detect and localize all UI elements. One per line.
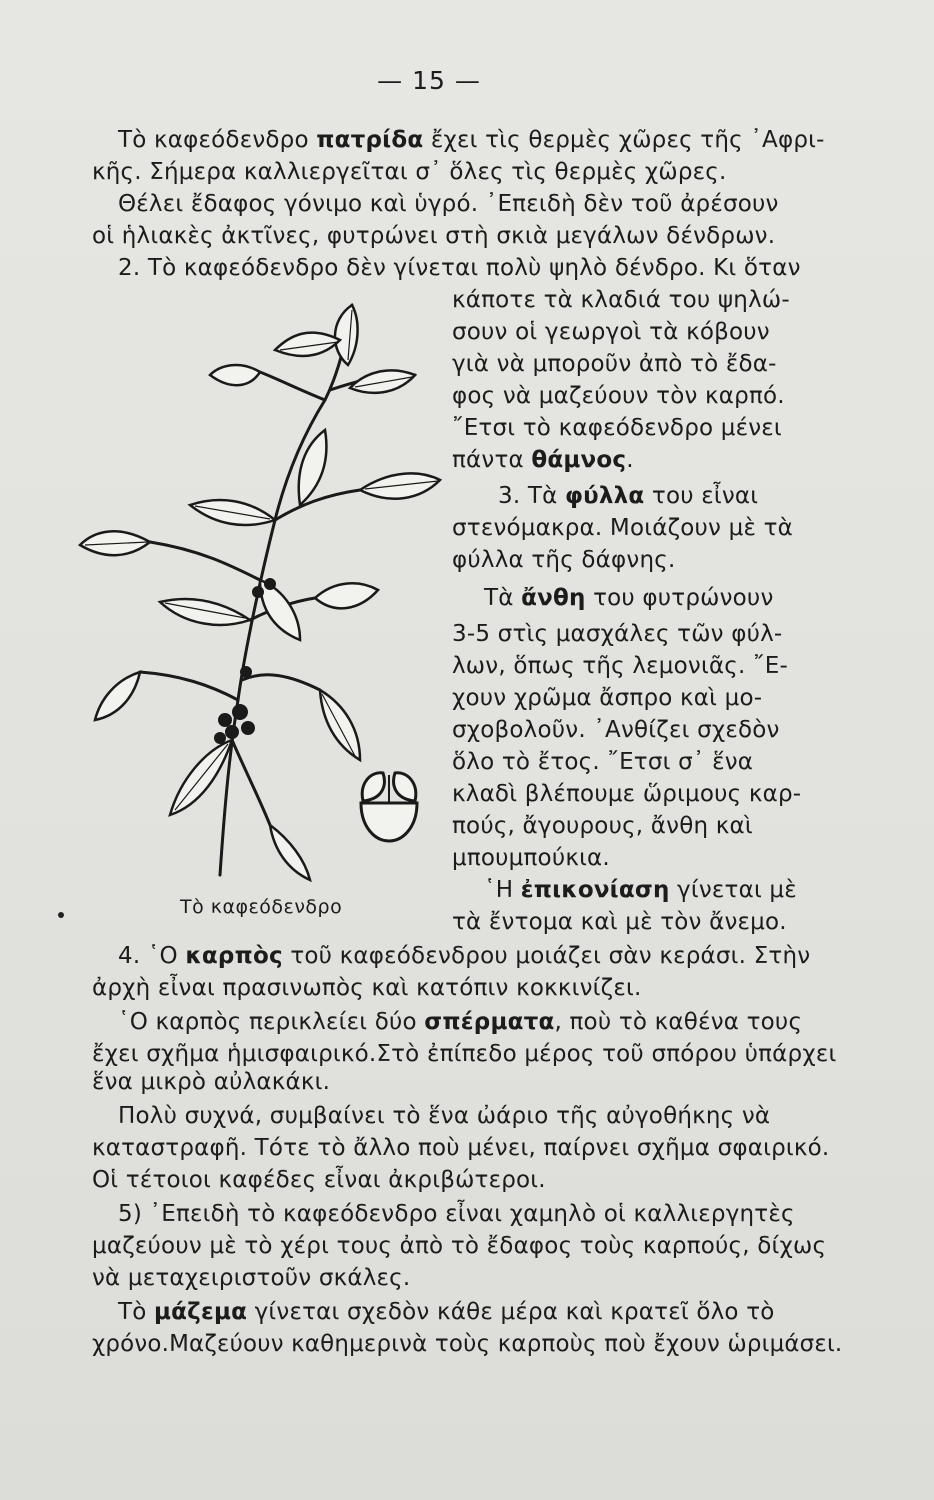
text-line: φύλλα τῆς δάφνης. (452, 547, 676, 573)
text-line: Θέλει ἔδαφος γόνιμο καὶ ὑγρό. ᾿Επειδὴ δὲν τοῦ ἀρέσουν (118, 191, 779, 217)
text-line: χρόνο.Μαζεύουν καθημερινὰ τοὺς καρποὺς ποὺ ἔχουν ὡριμάσει. (92, 1331, 843, 1357)
text-line: ὅλο τὸ ἔτος. ῎Ετσι σ᾿ ἕνα (452, 749, 754, 775)
text-line: γιὰ νὰ μποροῦν ἀπὸ τὸ ἔδα- (452, 351, 777, 377)
text-line: 5) ᾿Επειδὴ τὸ καφεόδενδρο εἶναι χαμηλὸ οἱ καλλιεργητὲς (118, 1201, 795, 1227)
text-line: 2. Τὸ καφεόδενδρο δὲν γίνεται πολὺ ψηλὸ δένδρο. Κι ὅταν (118, 255, 801, 281)
text-line: ῾Ο καρπὸς περικλείει δύο σπέρματα, ποὺ τὸ καθένα τους (118, 1009, 803, 1035)
text-line: λων, ὅπως τῆς λεμονιᾶς. ῎Ε- (452, 653, 788, 679)
text-line: σουν οἱ γεωργοὶ τὰ κόβουν (452, 319, 770, 345)
text-line: ἀρχὴ εἶναι πρασινωπὸς καὶ κατόπιν κοκκινίζει. (92, 975, 642, 1001)
coffee-seed-illustration (353, 765, 425, 845)
text-line: πούς, ἄγουρους, ἄνθη καὶ (452, 813, 753, 839)
text-line: χουν χρῶμα ἄσπρο καὶ μο- (452, 685, 763, 711)
text-line: ῎Ετσι τὸ καφεόδενδρο μένει (452, 415, 782, 441)
text-line: οἱ ἡλιακὲς ἀκτῖνες, φυτρώνει στὴ σκιὰ μεγάλων δένδρων. (92, 223, 776, 249)
text-line: Τὸ καφεόδενδρο πατρίδα ἔχει τὶς θερμὲς χῶρες τῆς ᾿Αφρι- (118, 127, 825, 153)
text-line: καταστραφῆ. Τότε τὸ ἄλλο ποὺ μένει, παίρνει σχῆμα σφαιρικό. (92, 1135, 830, 1161)
text-line: κλαδὶ βλέπουμε ὥριμους καρ- (452, 781, 802, 807)
text-line: σχοβολοῦν. ᾿Ανθίζει σχεδὸν (452, 717, 780, 743)
text-line: Πολὺ συχνά, συμβαίνει τὸ ἕνα ὠάριο τῆς αὐγοθήκης νὰ (118, 1103, 771, 1129)
text-line: 3-5 στὶς μασχάλες τῶν φύλ- (452, 621, 783, 647)
text-line: 4. ῾Ο καρπὸς τοῦ καφεόδενδρου μοιάζει σὰν κεράσι. Στὴν (118, 943, 811, 969)
text-line: κάποτε τὰ κλαδιά του ψηλώ- (452, 287, 790, 313)
illustration-caption: Τὸ καφεόδενδρο (180, 896, 343, 918)
text-line: κῆς. Σήμερα καλλιεργεῖται σ᾿ ὅλες τὶς θερμὲς χῶρες. (92, 159, 727, 185)
text-line: Τὰ ἄνθη του φυτρώνουν (484, 585, 774, 611)
text-line: Οἱ τέτοιοι καφέδες εἶναι ἀκριβώτεροι. (92, 1167, 546, 1193)
text-line: φος νὰ μαζεύουν τὸν καρπό. (452, 383, 785, 409)
text-line: νὰ μεταχειριστοῦν σκάλες. (92, 1265, 411, 1291)
text-line: στενόμακρα. Μοιάζουν μὲ τὰ (452, 515, 794, 541)
text-line: πάντα θάμνος. (452, 447, 634, 473)
page-number: — 15 — (377, 66, 481, 95)
text-line: Τὸ μάζεμα γίνεται σχεδὸν κάθε μέρα καὶ κρατεῖ ὅλο τὸ (118, 1299, 775, 1325)
text-line: ἔχει σχῆμα ἡμισφαιρικό.Στὸ ἐπίπεδο μέρος τοῦ σπόρου ὑπάρχει (92, 1041, 837, 1067)
text-line: μπουμπούκια. (452, 845, 610, 871)
text-line: ἕνα μικρὸ αὐλακάκι. (92, 1069, 331, 1095)
ink-speck (58, 912, 64, 918)
text-line: μαζεύουν μὲ τὸ χέρι τους ἀπὸ τὸ ἔδαφος τοὺς καρπούς, δίχως (92, 1233, 827, 1259)
text-line: τὰ ἔντομα καὶ μὲ τὸν ἄνεμο. (452, 909, 787, 935)
text-line: 3. Τὰ φύλλα του εἶναι (498, 483, 759, 509)
text-line: ῾Η ἐπικονίαση γίνεται μὲ (484, 877, 797, 903)
